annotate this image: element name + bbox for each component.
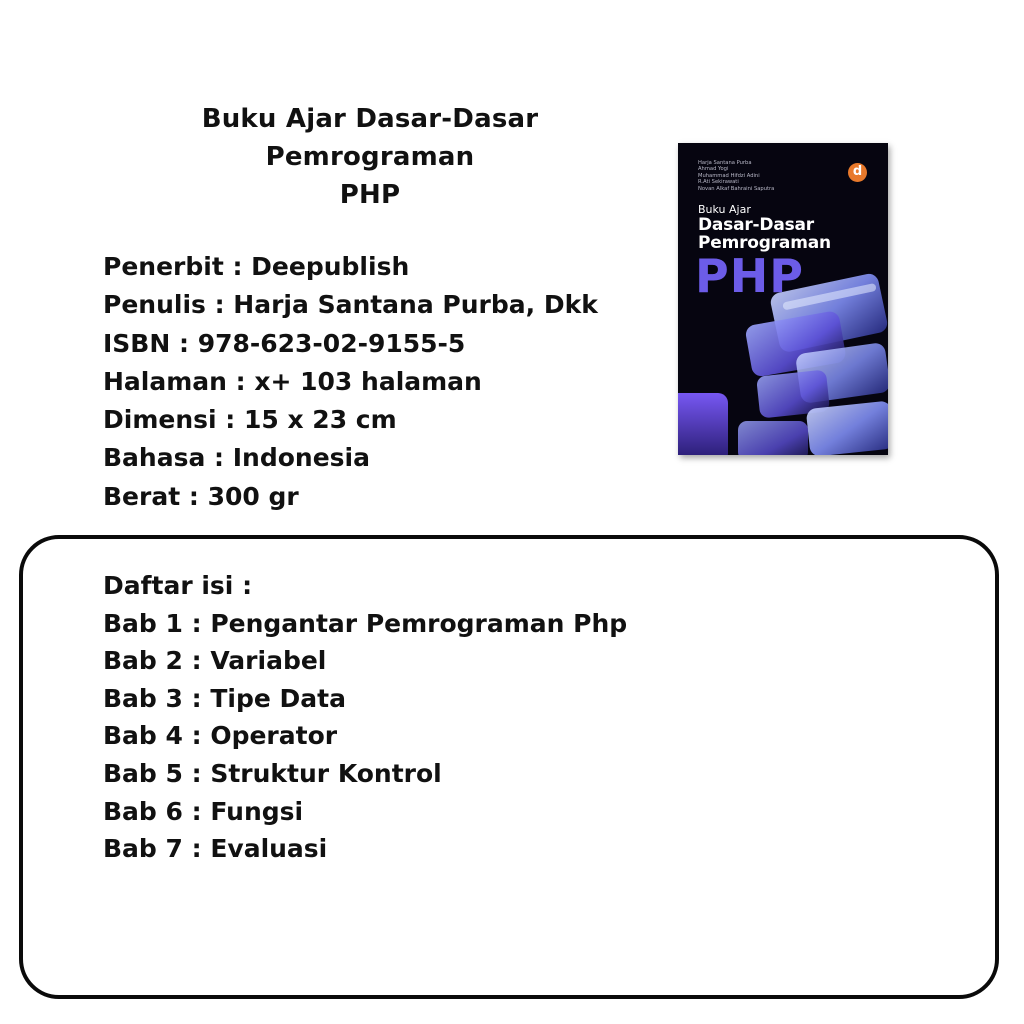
detail-publisher: Penerbit : Deepublish: [103, 252, 410, 281]
cover-author: Novan Alkaf Bahraini Saputra: [698, 185, 775, 192]
detail-author: Penulis : Harja Santana Purba, Dkk: [103, 290, 598, 320]
cover-title-php: PHP: [695, 249, 804, 303]
cover-title-line-1: Dasar-Dasar: [698, 215, 814, 235]
book-title-line-2: PHP: [339, 180, 401, 210]
book-title: [100, 100, 640, 214]
detail-isbn: ISBN : 978-623-02-9155-5: [103, 328, 466, 358]
cover-author: Muhammad Hifdzi Adini: [698, 172, 760, 179]
cover-title-line-2: Pemrograman: [698, 233, 831, 253]
toc-chapter: Bab 7 : Evaluasi: [103, 834, 328, 864]
detail-language: Bahasa : Indonesia: [103, 443, 370, 473]
detail-weight: Berat : 300 gr: [103, 481, 299, 511]
cover-author: Ahmad Yogi: [698, 166, 729, 173]
toc-chapter: Bab 5 : Struktur Kontrol: [103, 758, 442, 788]
toc-chapter: Bab 2 : Variabel: [103, 646, 327, 676]
book-title-line-1: Buku Ajar Dasar-Dasar Pemrograman: [201, 104, 539, 172]
cover-authors: [698, 160, 774, 192]
detail-dimensions: Dimensi : 15 x 23 cm: [103, 405, 397, 435]
publisher-logo-icon: d: [848, 163, 867, 182]
cover-author: R.Ati Sekirawati: [698, 179, 739, 186]
cover-subtitle: Buku Ajar: [698, 203, 751, 216]
toc-chapter: Bab 4 : Operator: [103, 721, 338, 751]
toc-chapter: Bab 1 : Pengantar Pemrograman Php: [103, 608, 628, 638]
book-details: [103, 248, 598, 516]
toc-chapter: Bab 3 : Tipe Data: [103, 683, 346, 713]
book-cover-image: [678, 143, 888, 455]
toc-heading: Daftar isi :: [103, 571, 253, 600]
cover-author: Harja Santana Purba: [698, 160, 752, 166]
table-of-contents: [103, 567, 627, 868]
detail-pages: Halaman : x+ 103 halaman: [103, 366, 482, 396]
toc-chapter: Bab 6 : Fungsi: [103, 796, 304, 826]
